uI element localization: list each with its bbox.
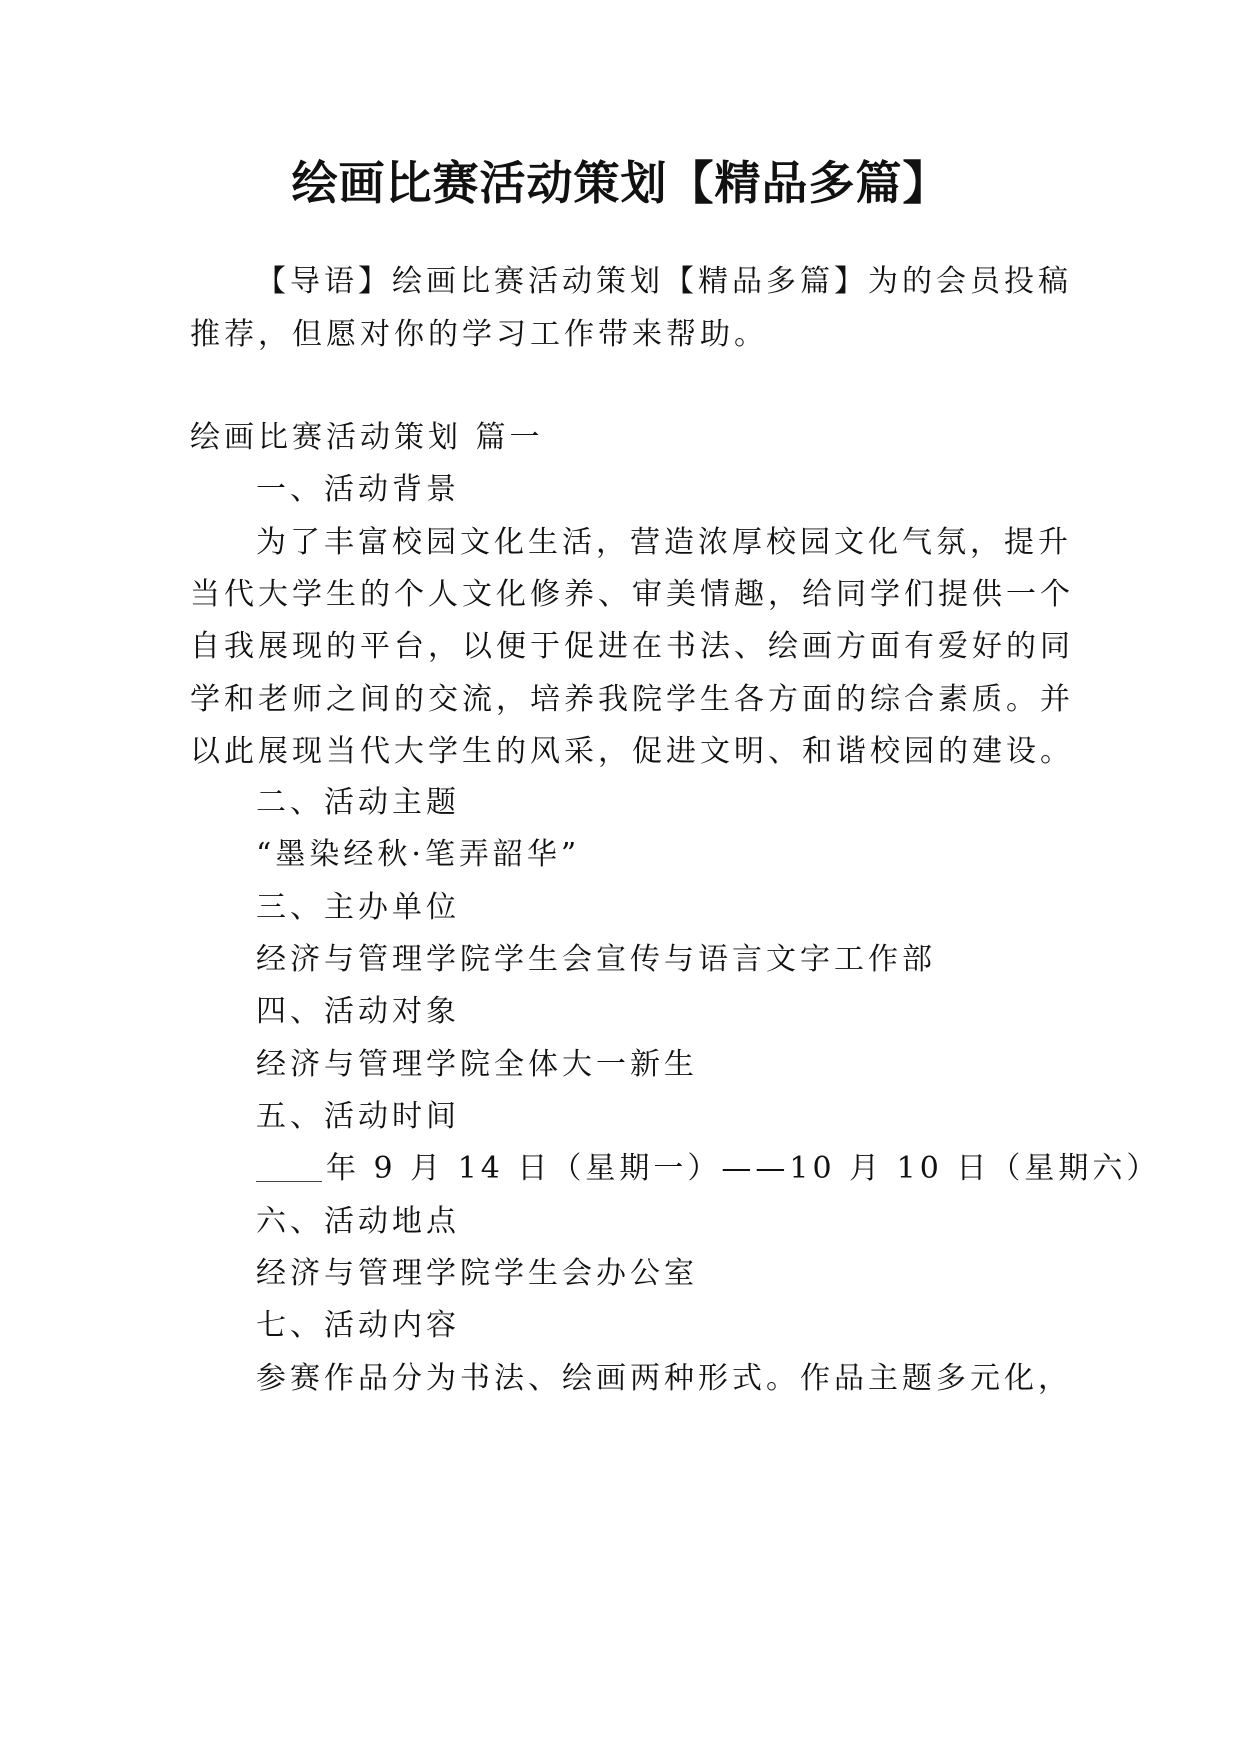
background-line-5: 以此展现当代大学生的风采，促进文明、和谐校园的建设。: [190, 734, 1074, 769]
intro-line-2: 推荐，但愿对你的学习工作带来帮助。: [190, 317, 768, 352]
organizer-heading: 三、主办单位: [256, 890, 460, 925]
theme-text: “墨染经秋·笔弄韶华”: [256, 837, 581, 872]
location-heading: 六、活动地点: [256, 1204, 460, 1239]
time-line: [256, 1147, 1160, 1191]
location-text: 经济与管理学院学生会办公室: [256, 1256, 698, 1291]
audience-text: 经济与管理学院全体大一新生: [256, 1047, 698, 1082]
document-title: 绘画比赛活动策划【精品多篇】: [291, 156, 950, 210]
content-heading: 七、活动内容: [256, 1308, 460, 1343]
background-line-4: 学和老师之间的交流，培养我院学生各方面的综合素质。并: [190, 682, 1074, 717]
audience-heading: 四、活动对象: [256, 994, 460, 1029]
organizer-text: 经济与管理学院学生会宣传与语言文字工作部: [256, 942, 936, 977]
date-blank: [256, 1151, 322, 1182]
time-text: 年 9 月 14 日（星期一）——10 月 10 日（星期六）: [326, 1151, 1161, 1186]
time-heading: 五、活动时间: [256, 1099, 460, 1134]
theme-heading: 二、活动主题: [256, 785, 460, 820]
background-line-2: 当代大学生的个人文化修养、审美情趣，给同学们提供一个: [190, 577, 1074, 612]
section-title: 绘画比赛活动策划 篇一: [190, 420, 544, 455]
intro-line-1: 【导语】绘画比赛活动策划【精品多篇】为的会员投稿: [256, 264, 1072, 299]
background-line-3: 自我展现的平台，以便于促进在书法、绘画方面有爱好的同: [190, 629, 1074, 664]
background-heading: 一、活动背景: [256, 472, 460, 507]
background-line-1: 为了丰富校园文化生活，营造浓厚校园文化气氛，提升: [256, 525, 1072, 560]
content-text: 参赛作品分为书法、绘画两种形式。作品主题多元化，: [256, 1361, 1072, 1396]
